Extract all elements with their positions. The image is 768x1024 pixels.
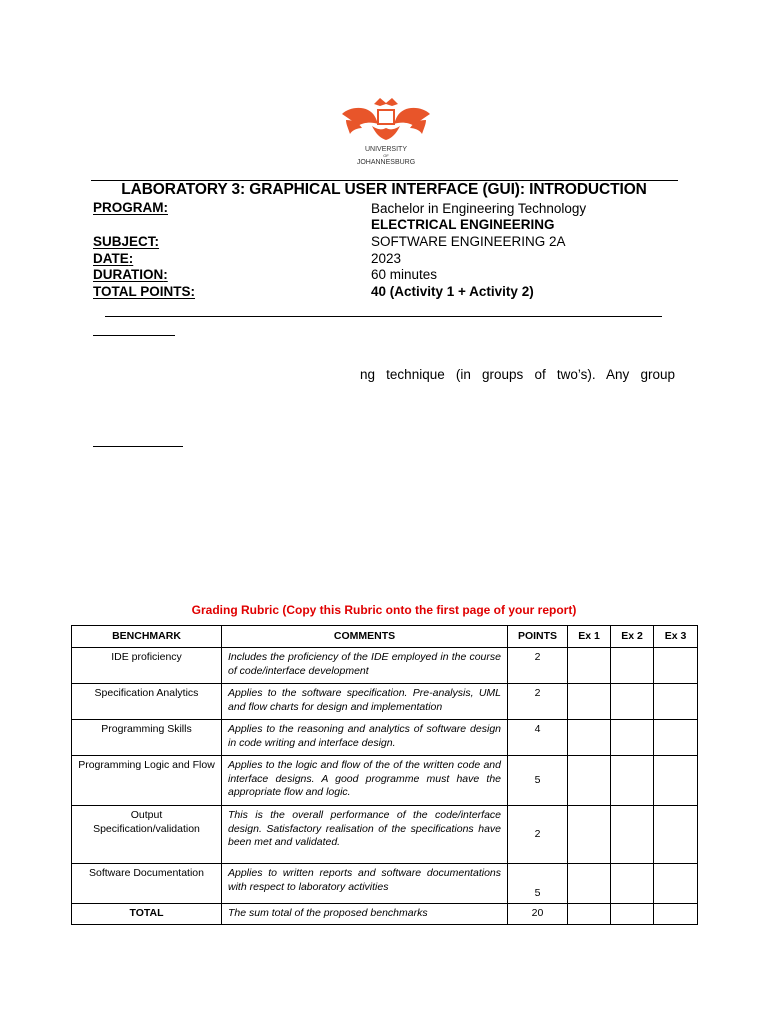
total-points-cell: 20 (508, 904, 568, 925)
header-points: POINTS (508, 626, 568, 648)
ex2-cell (611, 684, 654, 720)
header-benchmark: BENCHMARK (72, 626, 222, 648)
points-cell: 2 (508, 806, 568, 864)
total-benchmark-cell: TOTAL (72, 904, 222, 925)
ex2-cell (611, 806, 654, 864)
ex1-cell (568, 684, 611, 720)
table-total-row (72, 904, 698, 925)
ex1-cell (568, 864, 611, 904)
ex2-cell (611, 904, 654, 925)
comment-cell: Applies to the reasoning and analytics of software design in code writing and interface design. (222, 720, 508, 756)
comment-cell: Applies to the software specification. Pre-analysis, UML and flow charts for design and implementation (222, 684, 508, 720)
ex3-cell (654, 720, 698, 756)
duration-value: 60 minutes (371, 267, 438, 282)
comment-cell: Applies to the logic and flow of the of the written code and interface designs. A good programme must have the appropriate flow and logic. (222, 756, 508, 806)
points-cell: 4 (508, 720, 568, 756)
benchmark-cell: Programming Skills (72, 720, 222, 756)
uj-emblem-icon (334, 92, 438, 168)
header-ex1: Ex 1 (568, 626, 611, 648)
comment-cell: Applies to written reports and software documentations with respect to laboratory activities (222, 864, 508, 904)
svg-text:OF: OF (383, 153, 389, 158)
svg-text:JOHANNESBURG: JOHANNESBURG (356, 159, 416, 166)
total-comment-cell: The sum total of the proposed benchmarks (222, 904, 508, 925)
page-title: LABORATORY 3: GRAPHICAL USER INTERFACE (GUI): INTRODUCTION (121, 181, 647, 198)
date-label: DATE: (93, 251, 134, 266)
header-ex2: Ex 2 (611, 626, 654, 648)
ex3-cell (654, 806, 698, 864)
points-cell: 5 (508, 756, 568, 806)
ex1-cell (568, 648, 611, 684)
ex1-cell (568, 756, 611, 806)
table-row (72, 756, 698, 806)
table-row (72, 864, 698, 904)
total-points-value: 40 (Activity 1 + Activity 2) (371, 284, 534, 299)
ex2-cell (611, 756, 654, 806)
rubric-title: Grading Rubric (Copy this Rubric onto the first page of your report) (191, 603, 577, 617)
benchmark-cell: Output Specification/validation (72, 806, 222, 864)
benchmark-cell: Programming Logic and Flow (72, 756, 222, 806)
table-row (72, 684, 698, 720)
comment-cell: This is the overall performance of the code/interface design. Satisfactory realisation of the specifications have been met and validated. (222, 806, 508, 864)
ex3-cell (654, 864, 698, 904)
grading-rubric-table (71, 625, 698, 925)
program-value: Bachelor in Engineering Technology (371, 201, 587, 216)
svg-text:UNIVERSITY: UNIVERSITY (364, 146, 408, 153)
ex1-cell (568, 904, 611, 925)
table-row (72, 720, 698, 756)
program-label: PROGRAM: (93, 200, 168, 215)
section-heading-underline-2 (93, 446, 183, 447)
subject-label: SUBJECT: (93, 234, 160, 249)
ex1-cell (568, 720, 611, 756)
benchmark-cell: Specification Analytics (72, 684, 222, 720)
section-heading-underline (93, 335, 175, 336)
ex2-cell (611, 720, 654, 756)
table-row (72, 648, 698, 684)
table-header-row (72, 626, 698, 648)
university-logo (334, 92, 438, 168)
info-rule-bottom (105, 316, 662, 317)
ex2-cell (611, 648, 654, 684)
benchmark-cell: Software Documentation (72, 864, 222, 904)
total-points-label: TOTAL POINTS: (93, 284, 196, 299)
program-value-department: ELECTRICAL ENGINEERING (371, 217, 555, 232)
ex1-cell (568, 806, 611, 864)
duration-label: DURATION: (93, 267, 168, 282)
ex3-cell (654, 648, 698, 684)
ex3-cell (654, 756, 698, 806)
date-value: 2023 (371, 251, 402, 266)
points-cell: 2 (508, 684, 568, 720)
benchmark-cell: IDE proficiency (72, 648, 222, 684)
points-cell: 5 (508, 864, 568, 904)
comment-cell: Includes the proficiency of the IDE employed in the course of code/interface development (222, 648, 508, 684)
body-text-fragment: ng technique (in groups of two’s). Any group (360, 367, 675, 382)
header-comments: COMMENTS (222, 626, 508, 648)
ex3-cell (654, 684, 698, 720)
ex3-cell (654, 904, 698, 925)
subject-value: SOFTWARE ENGINEERING 2A (371, 234, 566, 249)
header-ex3: Ex 3 (654, 626, 698, 648)
points-cell: 2 (508, 648, 568, 684)
table-row (72, 806, 698, 864)
ex2-cell (611, 864, 654, 904)
